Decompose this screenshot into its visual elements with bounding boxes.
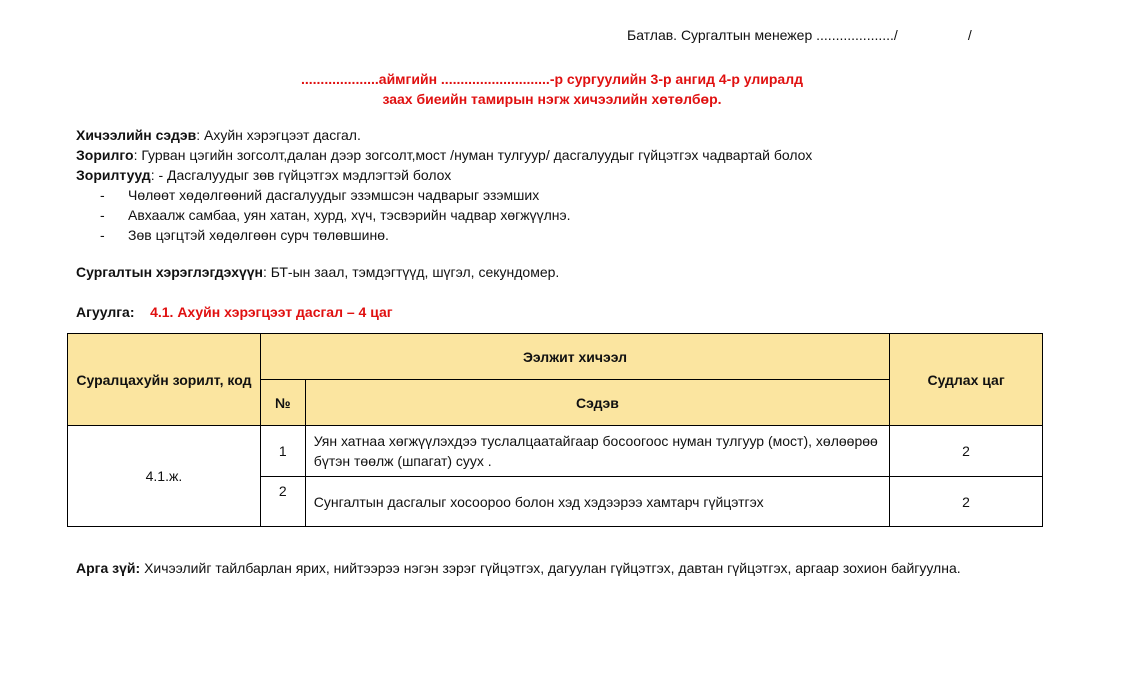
content (76, 302, 1076, 322)
row-topic: Уян хатнаа хөгжүүлэхдээ туслалцаатайгаар босоогоос нуман тулгуур (мост), хөлөөрөө бүтэн төөлж (шпагат) суух . (305, 426, 889, 477)
content-value: 4.1. Ахуйн хэрэгцээт дасгал – 4 цаг (150, 304, 393, 320)
content-label: Агуулга: (76, 304, 135, 320)
header-lessons: Ээлжит хичээл (260, 334, 889, 380)
materials-label: Сургалтын хэрэглэгдэхүүн (76, 264, 264, 280)
goal (76, 145, 1076, 165)
row-hours: 2 (890, 477, 1043, 527)
header-no: № (260, 380, 305, 426)
header-hours: Судлах цаг (890, 334, 1043, 426)
lesson-topic-value: : Ахуйн хэрэгцээт дасгал. (196, 127, 361, 143)
table-row (68, 426, 1043, 477)
list-item: - Зөв цэгцтэй хөдөлгөөн сурч төлөвшинө. (100, 225, 1076, 245)
goal-code: 4.1.ж. (68, 426, 261, 527)
approval-line: Батлав. Сургалтын менежер ..................../ / (627, 27, 972, 43)
list-item: - Чөлөөт хөдөлгөөний дасгалуудыг эзэмшсэн чадварыг эзэмших (100, 185, 1076, 205)
list-item: - Авхаалж самбаа, уян хатан, хурд, хүч, тэсвэрийн чадвар хөгжүүлнэ. (100, 205, 1076, 225)
lesson-topic-label: Хичээлийн сэдэв (76, 127, 197, 143)
document-title (0, 69, 1104, 109)
row-hours: 2 (890, 426, 1043, 477)
title-line-1: ....................аймгийн ............................-р сургуулийн 3-р ангид 4-р улиралд (300, 71, 803, 87)
lesson-table (67, 333, 1043, 527)
objectives-list (76, 185, 1076, 245)
objectives-label: Зорилтууд (76, 167, 151, 183)
materials-value: : БТ-ын заал, тэмдэгтүүд, шүгэл, секундомер. (263, 264, 560, 280)
goal-value: : Гурван цэгийн зогсолт,далан дээр зогсолт,мост /нуман тулгуур/ дасгалуудыг гүйцэтгэх чадвартай болох (133, 147, 813, 163)
objectives-value: : - Дасгалуудыг зөв гүйцэтгэх мэдлэгтэй болох (150, 167, 452, 183)
lesson-topic (76, 125, 1076, 145)
lesson-info (76, 125, 1076, 245)
header-topic: Сэдэв (305, 380, 889, 426)
goal-label: Зорилго (76, 147, 134, 163)
method-label: Арга зүй: (76, 560, 141, 576)
title-line-2: заах биеийн тамирын нэгж хичээлийн хөтөлбөр. (382, 91, 722, 107)
header-goal: Суралцахуйн зорилт, код (68, 334, 261, 426)
row-no: 2 (260, 477, 305, 527)
objectives (76, 165, 1076, 185)
row-no: 1 (260, 426, 305, 477)
materials (76, 262, 1076, 282)
method-value: Хичээлийг тайлбарлан ярих, нийтээрээ нэгэн зэрэг гүйцэтгэх, дагуулан гүйцэтгэх, давтан гүйцэтгэх, аргаар зохион байгуулна. (140, 560, 961, 576)
method (76, 558, 1036, 578)
row-topic: Сунгалтын дасгалыг хосоороо болон хэд хэдээрээ хамтарч гүйцэтгэх (305, 477, 889, 527)
